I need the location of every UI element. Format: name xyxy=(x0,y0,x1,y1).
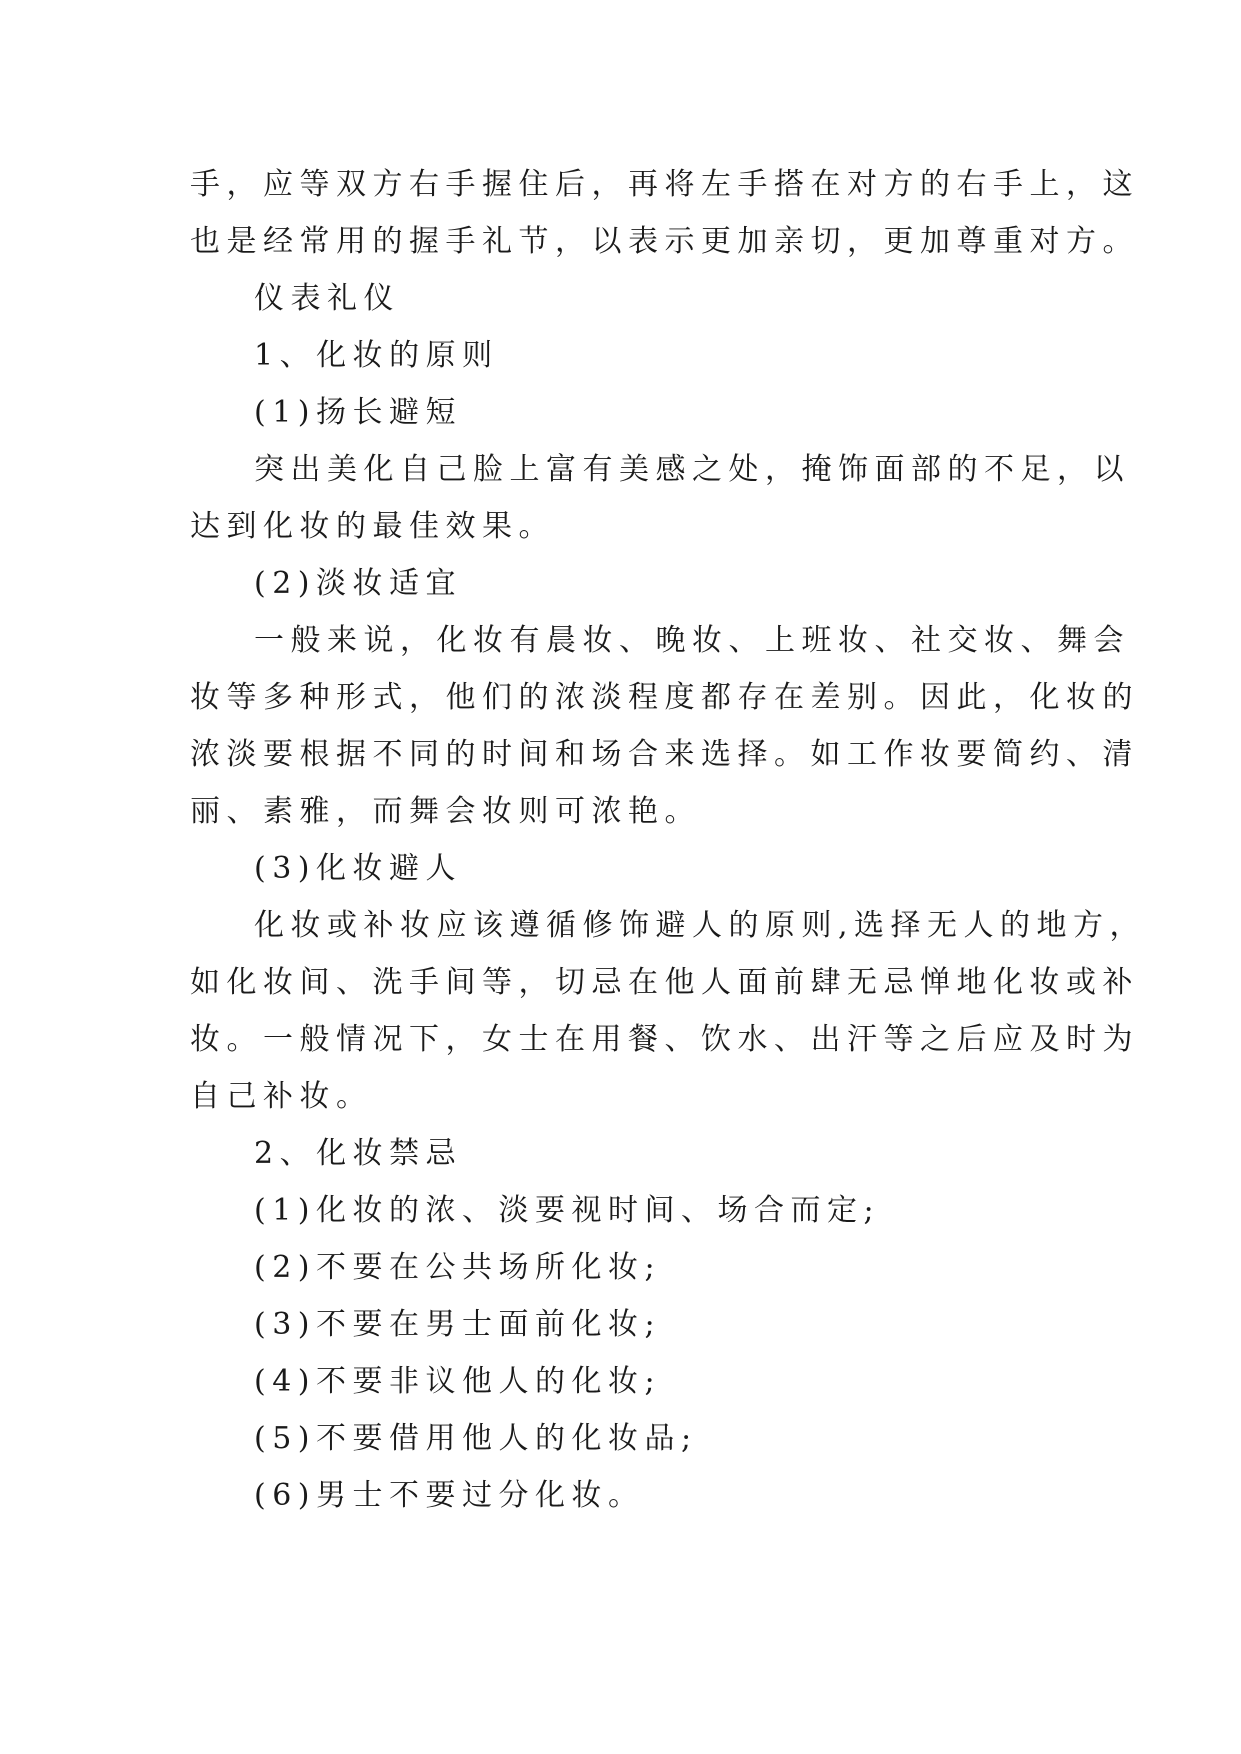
list-item: (2)不要在公共场所化妆; xyxy=(254,1250,662,1285)
item-heading: (3)化妆避人 xyxy=(254,851,462,886)
section-heading: 仪表礼仪 xyxy=(254,281,400,316)
paragraph-line: 浓淡要根据不同的时间和场合来选择。如工作妆要简约、清 xyxy=(190,737,1139,772)
paragraph-line: 如化妆间、洗手间等，切忌在他人面前肆无忌惮地化妆或补 xyxy=(190,965,1139,1000)
paragraph-line: 丽、素雅，而舞会妆则可浓艳。 xyxy=(190,794,701,829)
paragraph-line: 手，应等双方右手握住后，再将左手搭在对方的右手上，这 xyxy=(190,167,1139,202)
paragraph-line: 妆。一般情况下，女士在用餐、饮水、出汗等之后应及时为 xyxy=(190,1022,1139,1057)
item-heading: (1)扬长避短 xyxy=(254,395,462,430)
item-heading: (2)淡妆适宜 xyxy=(254,566,462,601)
list-item: (6)男士不要过分化妆。 xyxy=(254,1478,645,1513)
subsection-heading: 1、化妆的原则 xyxy=(254,338,499,373)
list-item: (4)不要非议他人的化妆; xyxy=(254,1364,662,1399)
list-item: (1)化妆的浓、淡要视时间、场合而定; xyxy=(254,1193,881,1228)
paragraph-line: 一般来说，化妆有晨妆、晚妆、上班妆、社交妆、舞会 xyxy=(254,623,1130,658)
list-item: (3)不要在男士面前化妆; xyxy=(254,1307,662,1342)
list-item: (5)不要借用他人的化妆品; xyxy=(254,1421,698,1456)
paragraph-line: 妆等多种形式，他们的浓淡程度都存在差别。因此，化妆的 xyxy=(190,680,1139,715)
paragraph-line: 自己补妆。 xyxy=(190,1079,373,1114)
paragraph-line: 也是经常用的握手礼节，以表示更加亲切，更加尊重对方。 xyxy=(190,224,1139,259)
paragraph-line: 化妆或补妆应该遵循修饰避人的原则,选择无人的地方， xyxy=(254,908,1147,943)
subsection-heading: 2、化妆禁忌 xyxy=(254,1136,463,1171)
paragraph-line: 达到化妆的最佳效果。 xyxy=(190,509,555,544)
paragraph-line: 突出美化自己脸上富有美感之处，掩饰面部的不足，以 xyxy=(254,452,1130,487)
